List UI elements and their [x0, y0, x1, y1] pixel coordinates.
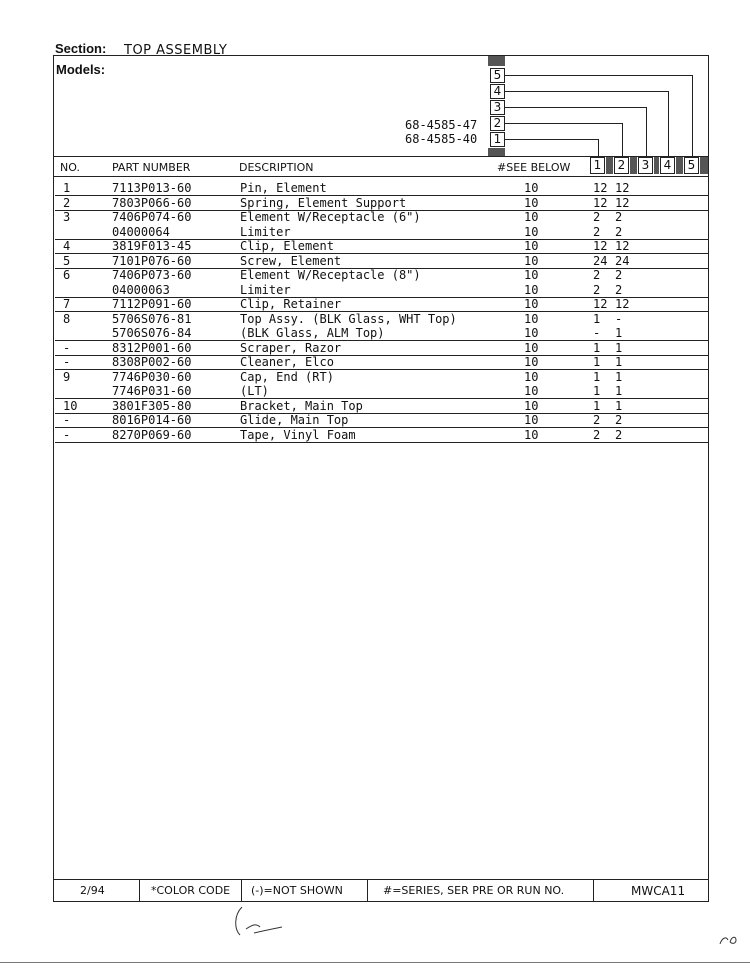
row-qty-column-1: 1 [593, 355, 601, 369]
header-no: NO. [60, 161, 80, 174]
table-row [55, 239, 708, 254]
row-description: Glide, Main Top [240, 413, 349, 427]
row-qty-column-2: 12 [615, 297, 630, 311]
leader-line-1 [505, 139, 598, 140]
row-qty-column-1: 12 [593, 181, 608, 195]
row-item-number: 5 [63, 253, 71, 268]
table-row [55, 355, 708, 370]
row-part-number: 7746P030-60 [112, 369, 192, 384]
column-header-5: 5 [684, 157, 699, 174]
table-row [55, 413, 708, 428]
table-row [55, 370, 708, 384]
row-part-number: 8312P001-60 [112, 340, 192, 355]
column-shade-a [606, 157, 613, 174]
row-description: Bracket, Main Top [240, 398, 363, 413]
table-row [55, 312, 708, 326]
row-qty-column-1: 12 [593, 239, 608, 253]
row-item-number: 1 [63, 181, 71, 195]
footer-series-note: #=SERIES, SER PRE OR RUN NO. [383, 884, 565, 897]
row-qty-column-2: 1 [615, 340, 623, 355]
row-see-below: 10 [524, 268, 539, 282]
footer-divider-4 [593, 880, 594, 902]
footer-not-shown: (-)=NOT SHOWN [251, 884, 343, 897]
row-see-below: 10 [524, 297, 539, 311]
footer-divider-2 [241, 880, 242, 902]
row-part-number: 3801F305-80 [112, 398, 192, 413]
row-part-number: 5706S076-84 [112, 326, 192, 340]
table-row [55, 268, 708, 282]
table-row [55, 196, 708, 211]
row-see-below: 10 [524, 369, 539, 384]
header-see-below: #SEE BELOW [497, 161, 571, 174]
section-title: TOP ASSEMBLY [124, 43, 228, 58]
row-qty-column-1: 1 [593, 369, 601, 384]
column-header-2: 2 [614, 157, 629, 174]
row-item-number: 8 [63, 311, 71, 326]
row-item-number: 4 [63, 239, 71, 253]
row-qty-column-1: 12 [593, 195, 608, 210]
row-see-below: 10 [524, 311, 539, 326]
model-box-5: 5 [490, 68, 505, 83]
model-number-2: 68-4585-47 [405, 118, 478, 132]
footer-bar [53, 879, 709, 902]
row-part-number: 7112P091-60 [112, 297, 192, 311]
row-part-number: 5706S076-81 [112, 311, 192, 326]
table-row [55, 399, 708, 414]
row-item-number: 3 [63, 210, 71, 224]
column-header-1: 1 [590, 157, 605, 174]
page-bottom-rule [0, 962, 750, 963]
row-part-number: 3819F013-45 [112, 239, 192, 253]
leader-drop-5 [692, 75, 693, 157]
row-part-number: 04000064 [112, 224, 170, 239]
row-part-number: 7406P074-60 [112, 210, 192, 224]
row-part-number: 04000063 [112, 282, 170, 297]
model-stack-top-shade [488, 56, 505, 66]
column-shade-c [654, 157, 659, 174]
row-description: Element W/Receptacle (8") [240, 268, 421, 282]
row-see-below: 10 [524, 413, 539, 427]
row-qty-column-1: 1 [593, 384, 601, 398]
row-qty-column-2: 1 [615, 369, 623, 384]
row-see-below: 10 [524, 398, 539, 413]
row-qty-column-2: 24 [615, 253, 630, 268]
row-qty-column-2: 2 [615, 282, 623, 297]
row-qty-column-2: 2 [615, 427, 623, 442]
row-qty-column-1: 12 [593, 297, 608, 311]
row-description: Screw, Element [240, 253, 342, 268]
row-qty-column-2: 2 [615, 413, 623, 427]
leader-drop-3 [646, 107, 647, 157]
row-description: Limiter [240, 224, 291, 239]
row-part-number: 7101P076-60 [112, 253, 192, 268]
section-label: Section: [55, 41, 107, 56]
row-part-number: 8308P002-60 [112, 355, 192, 369]
row-qty-column-1: 1 [593, 340, 601, 355]
row-qty-column-1: 2 [593, 210, 601, 224]
row-item-number: - [63, 413, 71, 427]
row-description: Top Assy. (BLK Glass, WHT Top) [240, 311, 457, 326]
row-qty-column-2: 2 [615, 210, 623, 224]
row-qty-column-1: 1 [593, 311, 601, 326]
row-part-number: 7406P073-60 [112, 268, 192, 282]
model-box-1: 1 [490, 132, 505, 147]
row-qty-column-2: 1 [615, 326, 623, 340]
row-qty-column-2: 12 [615, 239, 630, 253]
row-item-number: 9 [63, 369, 71, 384]
row-qty-column-2: 1 [615, 355, 623, 369]
header-description: DESCRIPTION [239, 161, 314, 174]
row-item-number: - [63, 427, 71, 442]
row-see-below: 10 [524, 210, 539, 224]
row-see-below: 10 [524, 195, 539, 210]
row-qty-column-2: 12 [615, 181, 630, 195]
row-qty-column-1: 24 [593, 253, 608, 268]
column-header-4: 4 [660, 157, 675, 174]
row-see-below: 10 [524, 253, 539, 268]
row-see-below: 10 [524, 355, 539, 369]
row-description: (BLK Glass, ALM Top) [240, 326, 385, 340]
column-shade-d [676, 157, 683, 174]
row-description: Clip, Retainer [240, 297, 342, 311]
footer-divider-3 [367, 880, 368, 902]
row-see-below: 10 [524, 181, 539, 195]
row-item-number: 2 [63, 195, 71, 210]
row-description: Cap, End (RT) [240, 369, 334, 384]
row-description: Cleaner, Elco [240, 355, 334, 369]
table-row [55, 341, 708, 356]
row-qty-column-2: 2 [615, 268, 623, 282]
table-row [55, 225, 708, 240]
row-part-number: 7803P066-60 [112, 195, 192, 210]
footer-color-code: *COLOR CODE [151, 884, 231, 897]
row-item-number: - [63, 355, 71, 369]
row-qty-column-1: 2 [593, 427, 601, 442]
leader-drop-2 [622, 123, 623, 157]
table-row [55, 210, 708, 224]
row-description: Clip, Element [240, 239, 334, 253]
row-see-below: 10 [524, 427, 539, 442]
row-qty-column-2: 1 [615, 398, 623, 413]
row-qty-column-1: 2 [593, 224, 601, 239]
row-description: Spring, Element Support [240, 195, 407, 210]
leader-line-5 [505, 75, 692, 76]
row-qty-column-2: 2 [615, 224, 623, 239]
row-qty-column-2: - [615, 311, 623, 326]
row-qty-column-2: 1 [615, 384, 623, 398]
row-qty-column-1: 2 [593, 413, 601, 427]
leader-line-2 [505, 123, 622, 124]
row-qty-column-1: 1 [593, 398, 601, 413]
model-stack-bottom-shade [488, 148, 505, 156]
row-qty-column-1: 2 [593, 268, 601, 282]
footer-date: 2/94 [80, 884, 105, 897]
row-see-below: 10 [524, 224, 539, 239]
model-number-1: 68-4585-40 [405, 132, 478, 146]
row-see-below: 10 [524, 384, 539, 398]
row-description: Scraper, Razor [240, 340, 342, 355]
model-box-2: 2 [490, 116, 505, 131]
row-part-number: 8016P014-60 [112, 413, 192, 427]
column-shade-e [700, 157, 708, 174]
row-qty-column-1: - [593, 326, 601, 340]
row-part-number: 7746P031-60 [112, 384, 192, 398]
table-row [55, 326, 708, 341]
row-see-below: 10 [524, 340, 539, 355]
table-row [55, 384, 708, 399]
row-see-below: 10 [524, 282, 539, 297]
footer-page-code: MWCA11 [631, 884, 686, 898]
row-description: Element W/Receptacle (6") [240, 210, 421, 224]
row-item-number: 7 [63, 297, 71, 311]
leader-drop-4 [668, 91, 669, 157]
row-description: Limiter [240, 282, 291, 297]
table-row [55, 254, 708, 269]
corner-initials-mark [718, 932, 740, 948]
row-item-number: 10 [63, 398, 78, 413]
row-description: Tape, Vinyl Foam [240, 427, 356, 442]
models-label: Models: [56, 62, 106, 77]
model-box-3: 3 [490, 100, 505, 115]
row-item-number: - [63, 340, 71, 355]
row-description: Pin, Element [240, 181, 327, 195]
row-part-number: 8270P069-60 [112, 427, 192, 442]
table-row [55, 181, 708, 196]
column-shade-b [630, 157, 637, 174]
footer-divider-1 [139, 880, 140, 902]
table-row [55, 297, 708, 312]
leader-drop-1 [598, 139, 599, 157]
leader-line-4 [505, 91, 668, 92]
row-see-below: 10 [524, 239, 539, 253]
table-row [55, 283, 708, 298]
header-bottom-rule [53, 176, 709, 177]
row-qty-column-1: 2 [593, 282, 601, 297]
header-part-number: PART NUMBER [112, 161, 191, 174]
row-part-number: 7113P013-60 [112, 181, 192, 195]
row-qty-column-2: 12 [615, 195, 630, 210]
row-see-below: 10 [524, 326, 539, 340]
model-box-4: 4 [490, 84, 505, 99]
column-header-3: 3 [638, 157, 653, 174]
row-item-number: 6 [63, 268, 71, 282]
leader-line-3 [505, 107, 646, 108]
row-description: (LT) [240, 384, 269, 398]
handwritten-scribble [232, 903, 292, 943]
table-row [55, 428, 708, 443]
